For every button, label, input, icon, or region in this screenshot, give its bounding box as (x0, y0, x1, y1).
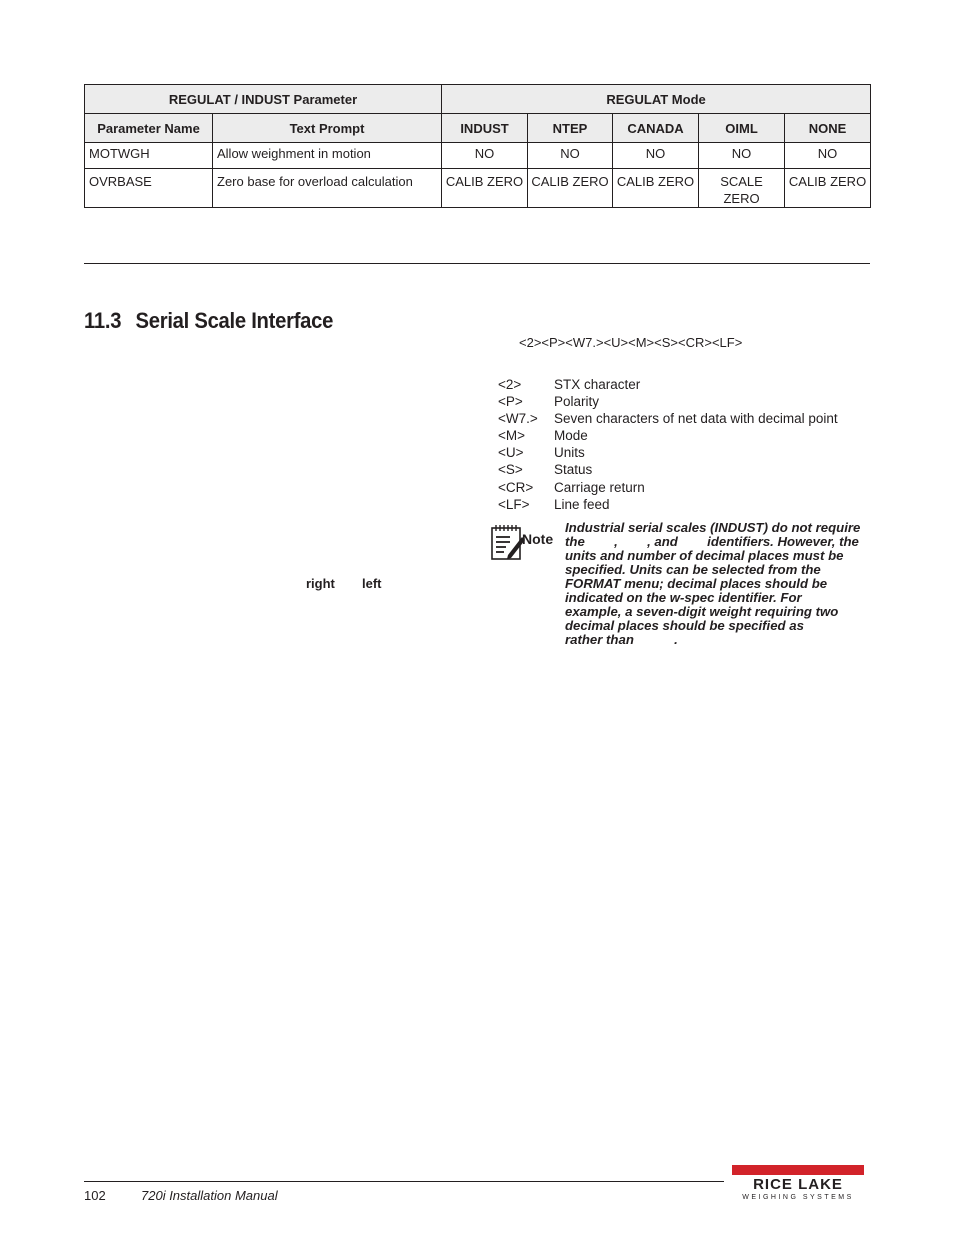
definition-row (498, 393, 838, 410)
table-cell: NO (528, 143, 613, 169)
definition-key: <M> (498, 428, 526, 444)
definition-value: Seven characters of net data with decimal point (554, 411, 838, 427)
manual-title: 720i Installation Manual (141, 1188, 278, 1203)
table-cell: Zero base for overload calculation (213, 169, 442, 208)
definition-row (498, 444, 838, 461)
table-cell: NO (699, 143, 785, 169)
column-header: Text Prompt (213, 114, 442, 143)
group-header-parameter: REGULAT / INDUST Parameter (85, 85, 442, 114)
note-line: units and number of decimal places must be (565, 548, 844, 563)
definition-value: Carriage return (554, 479, 645, 495)
note-line: FORMAT menu; decimal places should be (565, 576, 828, 591)
table-cell: OVRBASE (85, 169, 213, 208)
definition-value: Mode (554, 428, 588, 444)
svg-text:WEIGHING SYSTEMS: WEIGHING SYSTEMS (742, 1194, 854, 1201)
column-header: Parameter Name (85, 114, 213, 143)
definition-row (498, 479, 838, 496)
text-fragment-left: left (362, 576, 382, 591)
table-cell: CALIB ZERO (785, 169, 871, 208)
definition-key: <CR> (498, 479, 534, 495)
note-line: the , , and identifiers. However, the (565, 534, 859, 549)
definition-row (498, 427, 838, 444)
note-line: rather than . (565, 632, 678, 647)
text-fragment-right: right (306, 576, 335, 591)
table-cell: NO (442, 143, 528, 169)
table-cell: NO (613, 143, 699, 169)
rice-lake-logo (728, 1165, 868, 1201)
table-cell: SCALE ZERO (699, 169, 785, 208)
section-title: Serial Scale Interface (135, 308, 334, 333)
format-string: <2><P><W7.><U><M><S><CR><LF> (519, 335, 743, 350)
definition-value: STX character (554, 377, 641, 392)
definition-key: <2> (498, 377, 522, 392)
table-cell: NO (785, 143, 871, 169)
column-header: INDUST (442, 114, 528, 143)
definition-key: <U> (498, 445, 524, 461)
table-row (85, 143, 871, 169)
column-header: OIML (699, 114, 785, 143)
table-cell: MOTWGH (85, 143, 213, 169)
note-line: specified. Units can be selected from the (565, 562, 821, 577)
note-text (565, 521, 869, 647)
section-number: 11.3 (84, 308, 122, 333)
section-heading (84, 308, 333, 334)
definition-row (498, 461, 838, 478)
definition-key: <W7.> (498, 411, 538, 427)
definition-key: <LF> (498, 496, 530, 512)
column-header: NONE (785, 114, 871, 143)
definition-value: Status (554, 462, 593, 478)
definition-row (498, 410, 838, 427)
table-row (85, 169, 871, 208)
svg-text:RICE LAKE: RICE LAKE (753, 1176, 843, 1193)
definition-key: <S> (498, 462, 523, 478)
note-line: indicated on the w-spec identifier. For (565, 590, 802, 605)
page-number: 102 (84, 1188, 106, 1203)
regulat-parameter-table (84, 84, 871, 208)
definition-key: <P> (498, 394, 523, 410)
section-divider (84, 263, 870, 264)
column-header: NTEP (528, 114, 613, 143)
definition-value: Line feed (554, 496, 610, 512)
definition-value: Units (554, 445, 585, 461)
note-line: example, a seven-digit weight requiring two (565, 604, 839, 619)
definition-row (498, 376, 838, 393)
format-definitions (498, 376, 838, 513)
table-cell: CALIB ZERO (528, 169, 613, 208)
table-cell: CALIB ZERO (442, 169, 528, 208)
footer-rule (84, 1181, 724, 1182)
definition-value: Polarity (554, 394, 600, 410)
table-cell: Allow weighment in motion (213, 143, 442, 169)
definition-row (498, 496, 838, 513)
table-cell: CALIB ZERO (613, 169, 699, 208)
note-line: decimal places should be specified as (565, 618, 804, 633)
group-header-mode: REGULAT Mode (442, 85, 871, 114)
column-header: CANADA (613, 114, 699, 143)
note-label: Note (522, 531, 554, 547)
note-line: Industrial serial scales (INDUST) do not require (565, 520, 861, 535)
